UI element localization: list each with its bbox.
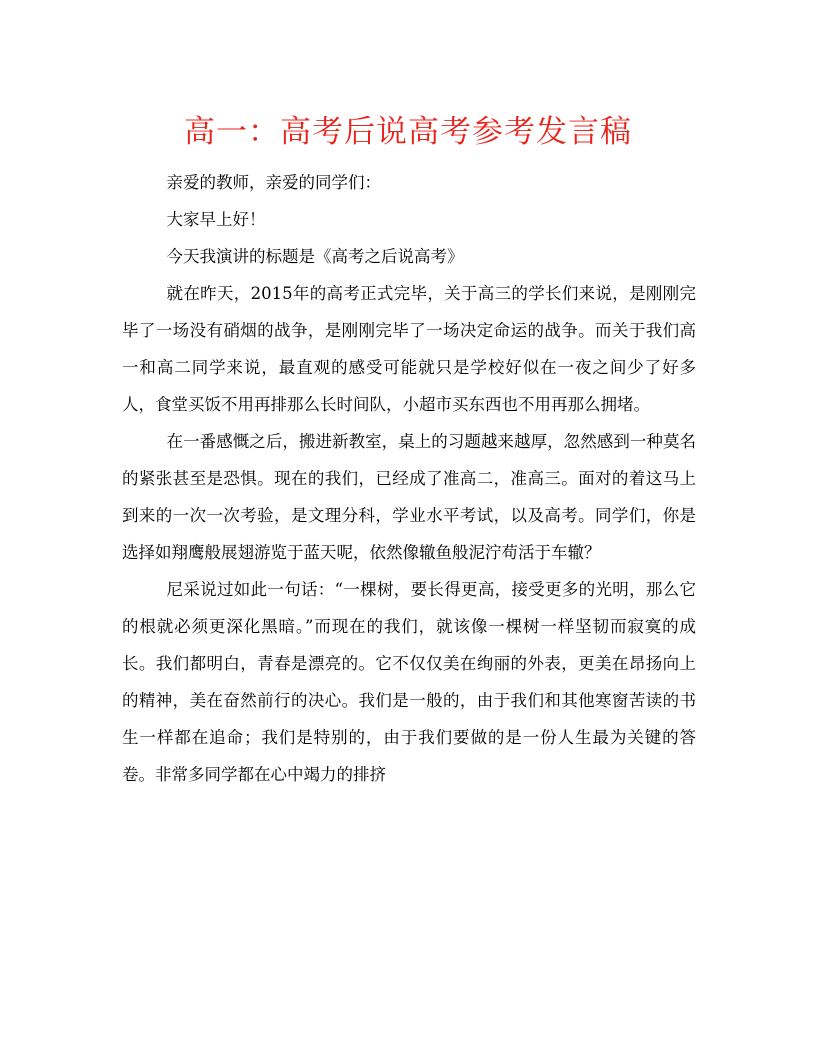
- paragraph-nietzsche: 尼采说过如此一句话：“一棵树，要长得更高，接受更多的光明，那么它的根就必须更深化黑暗。”而现在的我们，就该像一棵树一样坚韧而寂寞的成长。我们都明白，青春是漂亮的。它不仅仅美在绚丽的外表，更美在昂扬向上的精神，美在奋然前行的决心。我们是一般的，由于我们和其他寒窗苦读的书生一样都在追命；我们是特别的，由于我们要做的是一份人生最为关键的答卷。非常多同学都在心中竭力的排挤: [122, 580, 696, 784]
- paragraph-greeting: 亲爱的教师，亲爱的同学们：: [166, 173, 382, 192]
- paragraph-good-morning: 大家早上好！: [166, 210, 266, 229]
- document-body: [122, 164, 696, 793]
- paragraph-speech-title: 今天我演讲的标题是《高考之后说高考》: [166, 247, 464, 266]
- paragraph-new-classroom: 在一番感慨之后，搬进新教室，桌上的习题越来越厚，忽然感到一种莫名的紧张甚至是恐惧。现在的我们，已经成了准高二，准高三。面对的着这马上到来的一次一次考验，是文理分科，学业水平考试，以及高考。同学们，你是选择如翔鹰般展翅游览于蓝天呢，依然像辙鱼般泥泞苟活于车辙？: [122, 432, 696, 562]
- paragraph-yesterday: 就在昨天，2015年的高考正式完毕，关于高三的学长们来说，是刚刚完毕了一场没有硝烟的战争，是刚刚完毕了一场决定命运的战争。而关于我们高一和高二同学来说，最直观的感受可能就只是学校好似在一夜之间少了好多人，食堂买饭不用再排那么长时间队，小超市买东西也不用再那么拥堵。: [122, 284, 696, 414]
- document-title: 高一：高考后说高考参考发言稿: [184, 114, 632, 150]
